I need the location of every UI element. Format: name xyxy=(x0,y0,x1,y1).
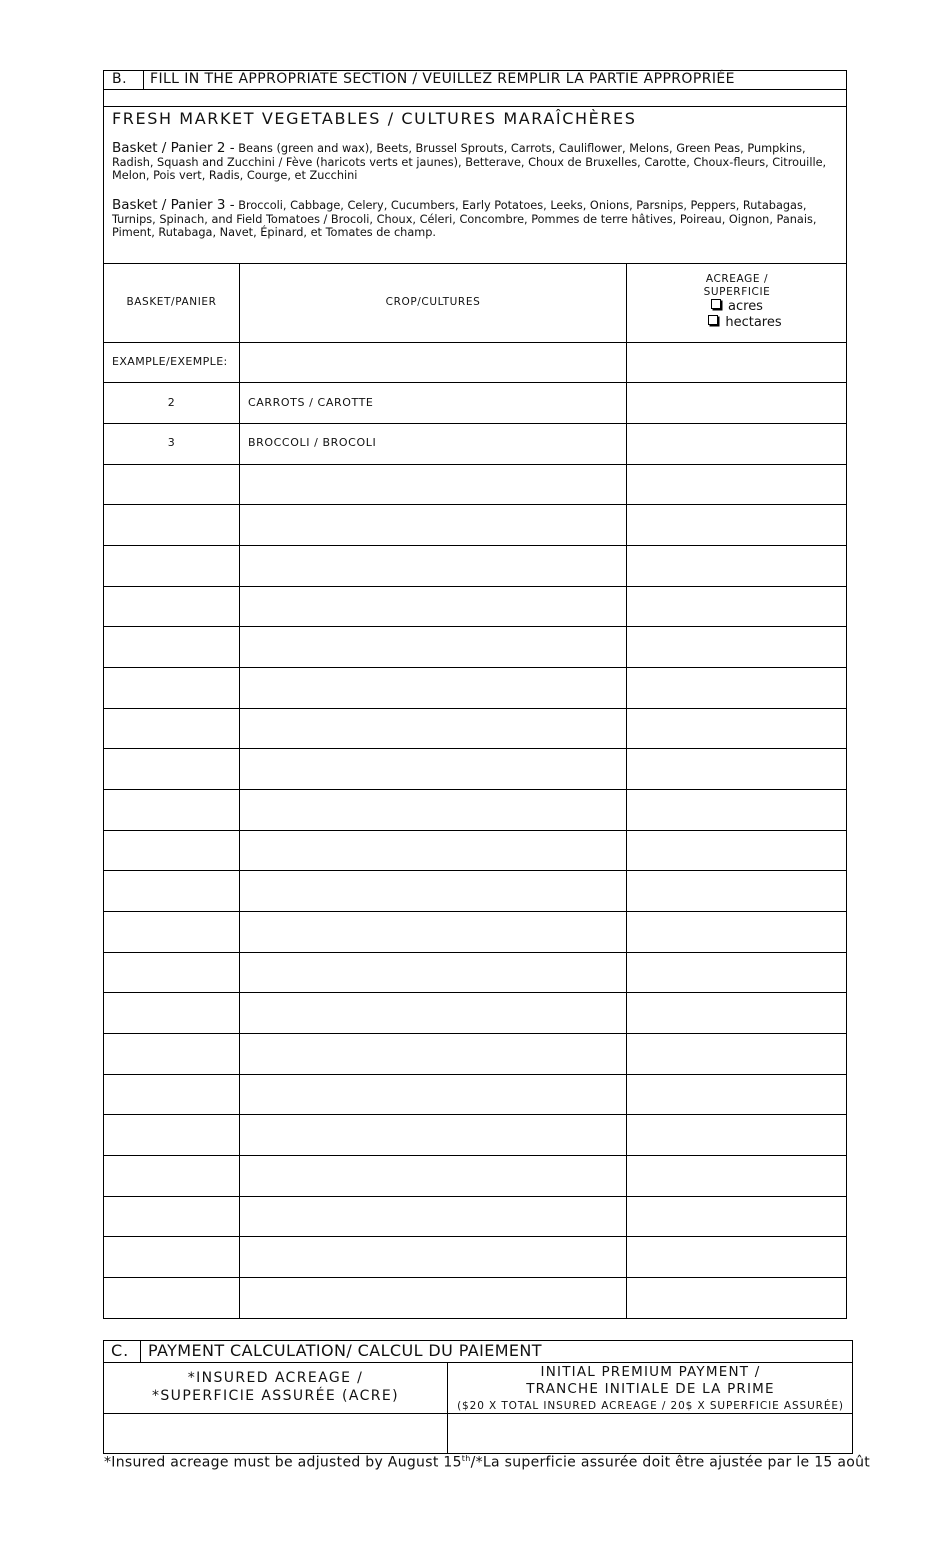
row-rule xyxy=(103,992,847,993)
footnote xyxy=(104,1454,870,1471)
initial-premium-label-fr: TRANCHE INITIALE DE LA PRIME xyxy=(526,1381,775,1397)
row-rule xyxy=(103,382,847,383)
basket-2-text: Beans (green and wax), Beets, Brussel Sprouts, Carrots, Cauliflower, Melons, Green Peas, Pumpkins, Radish, Squash and Zucchini / Fève (haricots verts et jaunes), Betterave, Choux de Bruxelles, Carotte, Choux-fleurs, Citrouille, Melon, Pois vert, Radis, Courge, et Zucchini xyxy=(112,142,827,183)
hectares-option-label: hectares xyxy=(725,315,782,330)
row-rule xyxy=(103,1074,847,1075)
header-divider xyxy=(143,70,144,90)
basket-3-label: Basket / Panier 3 - xyxy=(112,197,235,213)
insured-acreage-header xyxy=(104,1369,447,1405)
acres-option[interactable] xyxy=(627,299,847,315)
example-row-2-crop: BROCCOLI / BROCOLI xyxy=(248,436,377,449)
example-row-1-crop: CARROTS / CAROTTE xyxy=(248,396,374,409)
header-rule xyxy=(103,89,847,90)
column-header-crop: CROP/CULTURES xyxy=(385,296,481,308)
row-rule xyxy=(103,504,847,505)
footnote-superscript: th xyxy=(461,1454,471,1463)
row-rule xyxy=(103,1196,847,1197)
row-rule xyxy=(103,586,847,587)
row-rule xyxy=(103,870,847,871)
row-rule xyxy=(103,545,847,546)
footnote-en: *Insured acreage must be adjusted by August 15 xyxy=(104,1454,462,1471)
section-c-header-rule xyxy=(103,1362,853,1363)
column-divider-2 xyxy=(626,263,627,1319)
basket-3-text: Broccoli, Cabbage, Celery, Cucumbers, Early Potatoes, Leeks, Onions, Parsnips, Peppers, Rutabagas, Turnips, Spinach, and Field Tomatoes / Brocoli, Choux, Céleri, Concombre, Pommes de terre hâtives, Poireau, Oignon, Panais, Piment, Rutabaga, Navet, Épinard, et Tomates de champ. xyxy=(112,199,817,240)
acres-checkbox-icon[interactable] xyxy=(711,299,721,309)
initial-premium-label-en: INITIAL PREMIUM PAYMENT / xyxy=(540,1364,761,1380)
row-rule xyxy=(103,789,847,790)
row-rule xyxy=(103,1114,847,1115)
row-rule xyxy=(103,342,847,343)
superficie-label: SUPERFICIE xyxy=(703,286,771,298)
hectares-checkbox-icon[interactable] xyxy=(708,315,718,325)
example-row-2-basket: 3 xyxy=(167,436,176,449)
row-rule xyxy=(103,952,847,953)
initial-premium-formula: ($20 X TOTAL INSURED ACREAGE / 20$ X SUPERFICIE ASSURÉE) xyxy=(457,1400,844,1412)
section-b-letter: B. xyxy=(112,71,128,87)
basket-2-description xyxy=(112,142,830,183)
column-header-acreage xyxy=(627,273,847,331)
initial-premium-header xyxy=(448,1364,853,1415)
row-rule xyxy=(103,1236,847,1237)
footnote-fr: /*La superficie assurée doit être ajustée par le 15 août xyxy=(470,1454,871,1471)
row-rule xyxy=(103,830,847,831)
table-top-rule xyxy=(103,263,847,264)
row-rule xyxy=(103,423,847,424)
acreage-label: ACREAGE / xyxy=(705,273,769,285)
row-rule xyxy=(103,667,847,668)
example-label: EXAMPLE/EXEMPLE: xyxy=(112,355,228,368)
acres-option-label: acres xyxy=(728,299,763,314)
row-rule xyxy=(103,708,847,709)
section-c-header-divider xyxy=(140,1340,141,1362)
vegetables-heading: FRESH MARKET VEGETABLES / CULTURES MARAÎCHÈRES xyxy=(112,109,637,128)
column-divider-1 xyxy=(239,263,240,1319)
section-c-letter: C. xyxy=(111,1341,130,1360)
row-rule xyxy=(103,911,847,912)
row-rule xyxy=(103,748,847,749)
insured-acreage-label-en: *INSURED ACREAGE / xyxy=(187,1370,364,1386)
column-header-basket: BASKET/PANIER xyxy=(126,296,217,308)
hectares-option[interactable] xyxy=(627,315,847,331)
basket-3-description xyxy=(112,199,830,240)
row-rule xyxy=(103,464,847,465)
section-b-title: FILL IN THE APPROPRIATE SECTION / VEUILLEZ REMPLIR LA PARTIE APPROPRIÉE xyxy=(150,71,735,87)
row-rule xyxy=(103,1277,847,1278)
insured-acreage-label-fr: *SUPERFICIE ASSURÉE (ACRE) xyxy=(151,1388,399,1404)
basket-2-label: Basket / Panier 2 - xyxy=(112,140,235,156)
blank-row-rule xyxy=(103,106,847,107)
row-rule xyxy=(103,1155,847,1156)
row-rule xyxy=(103,1033,847,1034)
section-b-form xyxy=(103,70,847,1319)
example-row-1-basket: 2 xyxy=(167,396,176,409)
row-rule xyxy=(103,626,847,627)
section-c-title: PAYMENT CALCULATION/ CALCUL DU PAIEMENT xyxy=(148,1341,542,1360)
